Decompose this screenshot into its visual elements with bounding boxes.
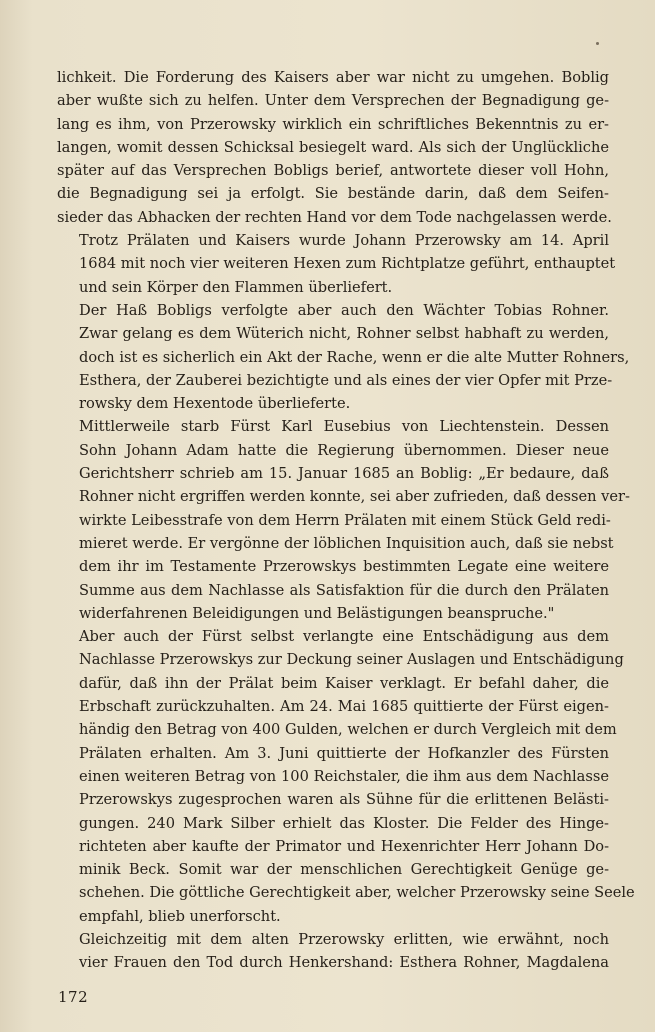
- text-line: händig den Betrag von 400 Gulden, welchen er durch Vergleich mit dem: [79, 721, 617, 739]
- body-text: [57, 66, 635, 975]
- text-line: Sohn Johann Adam hatte die Regierung übernommen. Dieser neue: [79, 441, 609, 459]
- paragraph: [57, 229, 616, 299]
- text-line: langen, womit dessen Schicksal besiegelt ward. Als sich der Unglückliche: [57, 138, 609, 156]
- text-line: wirkte Leibesstrafe von dem Herrn Prälaten mit einem Stück Geld redi-: [79, 511, 611, 529]
- text-line: vier Frauen den Tod durch Henkershand: Esthera Rohner, Magdalena: [79, 954, 609, 972]
- text-line: Rohner nicht ergriffen werden konnte, sei aber zufrieden, daß dessen ver-: [79, 488, 630, 506]
- text-line: aber wußte sich zu helfen. Unter dem Versprechen der Begnadigung ge-: [57, 92, 609, 110]
- text-line: Mittlerweile starb Fürst Karl Eusebius von Liechtenstein. Dessen: [79, 418, 609, 436]
- text-line: gungen. 240 Mark Silber erhielt das Kloster. Die Felder des Hinge-: [79, 814, 609, 832]
- text-line: sieder das Abhacken der rechten Hand vor dem Tode nachgelassen werde.: [57, 208, 612, 226]
- text-line: Trotz Prälaten und Kaisers wurde Johann Przerowsky am 14. April: [79, 232, 609, 250]
- text-line: Prälaten erhalten. Am 3. Juni quittierte der Hofkanzler des Fürsten: [79, 744, 609, 762]
- text-line: und sein Körper den Flammen überliefert.: [79, 278, 393, 296]
- text-line: lang es ihm, von Przerowsky wirklich ein schriftliches Bekenntnis zu er-: [57, 115, 609, 133]
- text-line: Gerichtsherr schrieb am 15. Januar 1685 an Boblig: „Er bedaure, daß: [79, 465, 609, 483]
- text-line: Aber auch der Fürst selbst verlangte eine Entschädigung aus dem: [79, 628, 609, 646]
- paragraph: [57, 66, 612, 229]
- text-line: widerfahrenen Beleidigungen und Belästigungen beanspruche.": [79, 604, 555, 622]
- text-line: Zwar gelang es dem Wüterich nicht, Rohner selbst habhaft zu werden,: [79, 325, 609, 343]
- text-line: einen weiteren Betrag von 100 Reichstaler, die ihm aus dem Nachlasse: [79, 767, 609, 785]
- paragraph: [57, 299, 630, 415]
- text-line: richteten aber kaufte der Primator und Hexenrichter Herr Johann Do-: [79, 837, 609, 855]
- text-line: Erbschaft zurückzuhalten. Am 24. Mai 1685 quittierte der Fürst eigen-: [79, 698, 609, 716]
- text-line: dafür, daß ihn der Prälat beim Kaiser verklagt. Er befahl daher, die: [79, 674, 609, 692]
- text-line: empfahl, blieb unerforscht.: [79, 907, 281, 925]
- paragraph: [57, 625, 635, 928]
- text-line: Gleichzeitig mit dem alten Przerowsky erlitten, wie erwähnt, noch: [79, 930, 609, 948]
- paragraph: [57, 928, 609, 975]
- text-line: rowsky dem Hexentode überlieferte.: [79, 395, 351, 413]
- text-line: minik Beck. Somit war der menschlichen Gerechtigkeit Genüge ge-: [79, 861, 609, 879]
- speck: [596, 42, 599, 45]
- text-line: Der Haß Bobligs verfolgte aber auch den Wächter Tobias Rohner.: [79, 301, 609, 319]
- text-line: Nachlasse Przerowskys zur Deckung seiner Auslagen und Entschädigung: [79, 651, 624, 669]
- text-line: 1684 mit noch vier weiteren Hexen zum Richtplatze geführt, enthauptet: [79, 255, 616, 273]
- paragraph: [57, 415, 630, 625]
- page-number: 172: [58, 988, 89, 1006]
- text-line: später auf das Versprechen Bobligs berief, antwortete dieser voll Hohn,: [57, 162, 609, 180]
- text-line: lichkeit. Die Forderung des Kaisers aber war nicht zu umgehen. Boblig: [57, 69, 609, 86]
- text-line: doch ist es sicherlich ein Akt der Rache, wenn er die alte Mutter Rohners,: [79, 348, 630, 366]
- text-line: mieret werde. Er vergönne der löblichen Inquisition auch, daß sie nebst: [79, 534, 614, 552]
- text-line: schehen. Die göttliche Gerechtigkeit aber, welcher Przerowsky seine Seele: [79, 884, 635, 902]
- text-line: Esthera, der Zauberei bezichtigte und als eines der vier Opfer mit Prze-: [79, 371, 613, 389]
- text-line: Przerowskys zugesprochen waren als Sühne für die erlittenen Belästi-: [79, 791, 609, 809]
- text-line: die Begnadigung sei ja erfolgt. Sie bestände darin, daß dem Seifen-: [57, 185, 609, 203]
- text-line: Summe aus dem Nachlasse als Satisfaktion für die durch den Prälaten: [79, 581, 609, 599]
- text-line: dem ihr im Testamente Przerowskys bestimmten Legate eine weitere: [79, 558, 609, 576]
